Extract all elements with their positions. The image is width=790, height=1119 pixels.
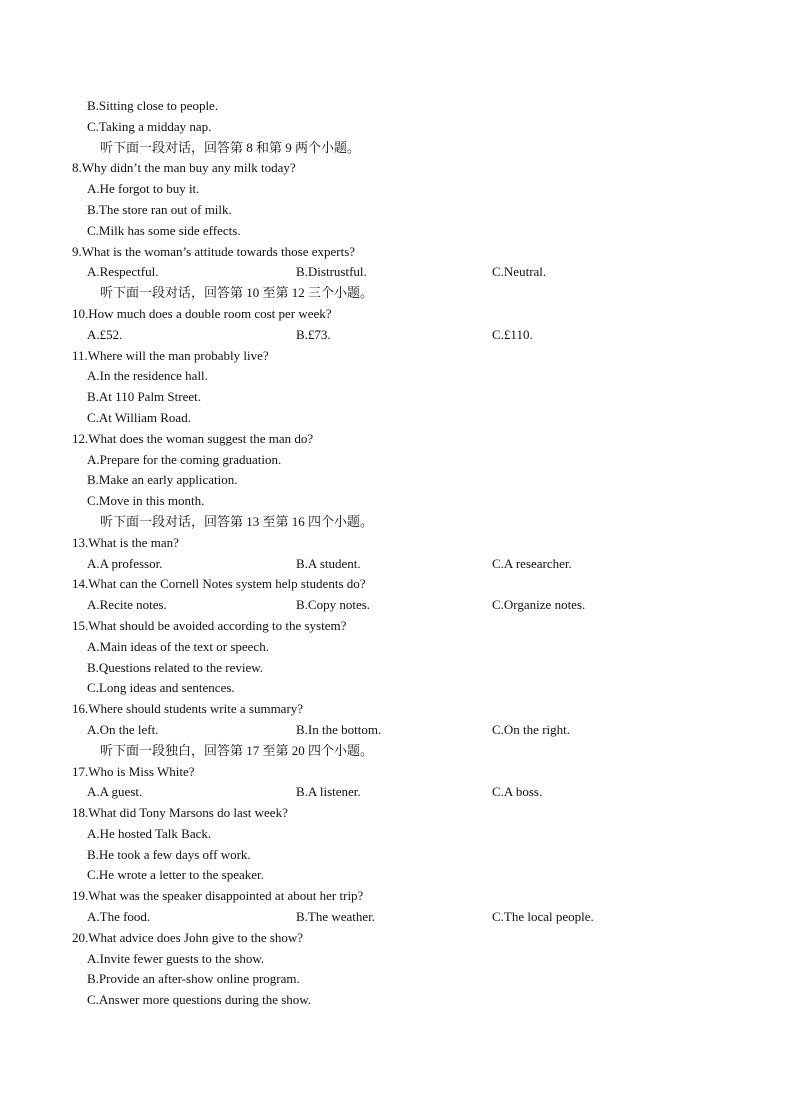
section-instruction (0, 741, 790, 762)
question-stem (0, 928, 790, 949)
option-line (0, 96, 790, 117)
option-line (0, 408, 790, 429)
question-text: 11.Where will the man probably live? (72, 347, 269, 363)
answer-option: A.Invite fewer guests to the show. (87, 950, 265, 966)
question-text: 19.What was the speaker disappointed at about her trip? (72, 888, 364, 904)
answer-option: C.A researcher. (492, 555, 572, 571)
question-text: 12.What does the woman suggest the man do? (72, 430, 314, 446)
answer-option: C.A boss. (492, 784, 543, 800)
option-line (0, 117, 790, 138)
answer-option: C.Answer more questions during the show. (87, 992, 312, 1008)
answer-option: A.A professor. (87, 555, 163, 571)
answer-option: B.Sitting close to people. (87, 98, 219, 113)
question-stem (0, 429, 790, 450)
question-stem (0, 699, 790, 720)
answer-option: C.£110. (492, 326, 533, 342)
answer-option: A.Respectful. (87, 264, 159, 280)
answer-option: B.A student. (296, 555, 361, 571)
option-line (0, 366, 790, 387)
answer-option: C.Long ideas and sentences. (87, 680, 235, 696)
answer-option: C.The local people. (492, 909, 594, 925)
instruction-text: 听下面一段对话，回答第 10 至第 12 三个小题。 (100, 285, 374, 301)
question-stem (0, 762, 790, 783)
section-instruction (0, 512, 790, 533)
answer-option: B.Provide an after-show online program. (87, 971, 300, 987)
question-text: 13.What is the man? (72, 534, 179, 550)
question-stem (0, 304, 790, 325)
instruction-text: 听下面一段对话，回答第 13 至第 16 四个小题。 (100, 513, 374, 529)
option-line (0, 658, 790, 679)
option-line (0, 824, 790, 845)
answer-option: C.At William Road. (87, 409, 191, 425)
question-text: 9.What is the woman’s attitude towards those experts? (72, 243, 356, 259)
option-row (0, 262, 790, 283)
answer-option: B.At 110 Palm Street. (87, 389, 201, 405)
answer-option: C.Milk has some side effects. (87, 222, 241, 238)
answer-option: B.The weather. (296, 909, 376, 925)
option-row (0, 325, 790, 346)
answer-option: A.On the left. (87, 721, 159, 737)
answer-option: A.He forgot to buy it. (87, 181, 200, 197)
question-stem (0, 803, 790, 824)
answer-option: B.£73. (296, 326, 331, 342)
option-line (0, 990, 790, 1011)
option-line (0, 221, 790, 242)
question-stem (0, 886, 790, 907)
option-row (0, 907, 790, 928)
question-text: 17.Who is Miss White? (72, 763, 195, 779)
option-line (0, 450, 790, 471)
question-stem (0, 242, 790, 263)
answer-option: A.Prepare for the coming graduation. (87, 451, 282, 467)
answer-option: C.Move in this month. (87, 493, 205, 509)
answer-option: B.Copy notes. (296, 597, 371, 613)
answer-option: A.£52. (87, 326, 123, 342)
answer-option: B.In the bottom. (296, 721, 382, 737)
question-stem (0, 616, 790, 637)
option-row (0, 595, 790, 616)
option-line (0, 637, 790, 658)
question-stem (0, 346, 790, 367)
question-text: 10.How much does a double room cost per week? (72, 305, 332, 321)
section-instruction (0, 138, 790, 159)
option-line (0, 845, 790, 866)
option-line (0, 678, 790, 699)
answer-option: C.Organize notes. (492, 597, 586, 613)
answer-option: B.A listener. (296, 784, 361, 800)
answer-option: B.Make an early application. (87, 472, 238, 488)
question-text: 16.Where should students write a summary? (72, 701, 304, 717)
answer-option: C.Taking a midday nap. (87, 118, 212, 134)
option-line (0, 387, 790, 408)
option-line (0, 179, 790, 200)
question-text: 20.What advice does John give to the show? (72, 929, 304, 945)
section-instruction (0, 283, 790, 304)
question-text: 14.What can the Cornell Notes system help students do? (72, 576, 366, 592)
answer-option: B.Distrustful. (296, 264, 367, 280)
question-stem (0, 158, 790, 179)
option-row (0, 554, 790, 575)
answer-option: B.Questions related to the review. (87, 659, 264, 675)
option-line (0, 470, 790, 491)
answer-option: C.He wrote a letter to the speaker. (87, 867, 264, 883)
question-stem (0, 574, 790, 595)
option-row (0, 782, 790, 803)
question-text: 18.What did Tony Marsons do last week? (72, 805, 288, 821)
answer-option: A.In the residence hall. (87, 368, 208, 384)
answer-option: A.A guest. (87, 784, 143, 800)
question-stem (0, 533, 790, 554)
exam-page (0, 96, 790, 1011)
question-text: 8.Why didn’t the man buy any milk today? (72, 160, 296, 176)
answer-option: C.Neutral. (492, 264, 547, 280)
option-line (0, 865, 790, 886)
option-line (0, 491, 790, 512)
option-line (0, 200, 790, 221)
option-row (0, 720, 790, 741)
answer-option: A.Main ideas of the text or speech. (87, 638, 269, 654)
answer-option: B.He took a few days off work. (87, 846, 251, 862)
question-text: 15.What should be avoided according to the system? (72, 617, 347, 633)
option-line (0, 969, 790, 990)
answer-option: C.On the right. (492, 721, 570, 737)
answer-option: B.The store ran out of milk. (87, 201, 232, 217)
answer-option: A.He hosted Talk Back. (87, 825, 212, 841)
instruction-text: 听下面一段独白，回答第 17 至第 20 四个小题。 (100, 742, 374, 758)
answer-option: A.Recite notes. (87, 597, 167, 613)
answer-option: A.The food. (87, 909, 151, 925)
instruction-text: 听下面一段对话，回答第 8 和第 9 两个小题。 (100, 139, 361, 155)
option-line (0, 949, 790, 970)
